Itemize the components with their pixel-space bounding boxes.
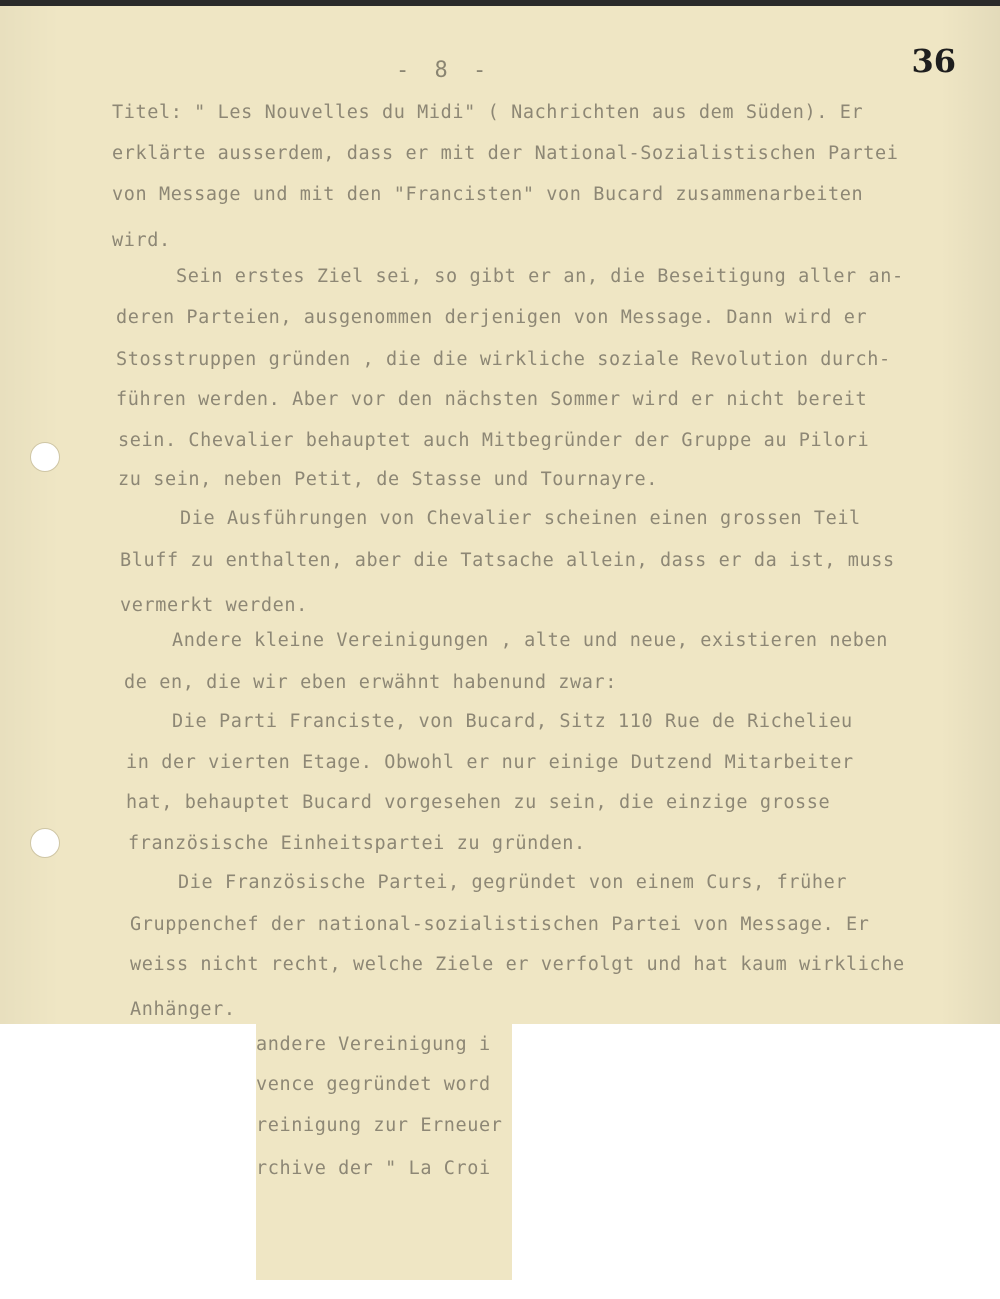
text-line: Anhänger. [130, 999, 236, 1020]
folio-number: 36 [911, 42, 956, 80]
text-line: französische Einheitspartei zu gründen. [128, 833, 586, 854]
fragment-line: reinigung zur Erneuer [256, 1115, 503, 1136]
text-line: sein. Chevalier behauptet auch Mitbegründer der Gruppe au Pilori [118, 430, 870, 451]
text-line: Titel: " Les Nouvelles du Midi" ( Nachrichten aus dem Süden). Er [112, 102, 864, 123]
document-fragment [256, 1024, 512, 1280]
text-line: weiss nicht recht, welche Ziele er verfolgt und hat kaum wirkliche [130, 954, 905, 975]
text-line: vermerkt werden. [120, 595, 308, 616]
punch-hole [30, 828, 60, 858]
text-line: wird. [112, 230, 171, 251]
text-line: in der vierten Etage. Obwohl er nur einige Dutzend Mitarbeiter [126, 752, 854, 773]
text-line: hat, behauptet Bucard vorgesehen zu sein, die einzige grosse [126, 792, 831, 813]
text-line: de en, die wir eben erwähnt habenund zwar: [124, 672, 617, 693]
text-line: Die Französische Partei, gegründet von einem Curs, früher [178, 872, 848, 893]
text-line: Sein erstes Ziel sei, so gibt er an, die Beseitigung aller an- [176, 266, 904, 287]
text-line: Die Parti Franciste, von Bucard, Sitz 110 Rue de Richelieu [172, 711, 853, 732]
text-line: zu sein, neben Petit, de Stasse und Tournayre. [118, 469, 658, 490]
text-line: Stosstruppen gründen , die die wirkliche soziale Revolution durch- [116, 349, 891, 370]
text-line: erklärte ausserdem, dass er mit der National-Sozialistischen Partei [112, 143, 899, 164]
text-line: Bluff zu enthalten, aber die Tatsache allein, dass er da ist, muss [120, 550, 895, 571]
text-line: deren Parteien, ausgenommen derjenigen von Message. Dann wird er [116, 307, 868, 328]
punch-hole [30, 442, 60, 472]
text-line: Andere kleine Vereinigungen , alte und neue, existieren neben [172, 630, 889, 651]
fragment-line: andere Vereinigung i [256, 1034, 491, 1055]
text-line: Die Ausführungen von Chevalier scheinen einen grossen Teil [180, 508, 861, 529]
fragment-line: vence gegründet word [256, 1074, 491, 1095]
fragment-line: rchive der " La Croi [256, 1158, 491, 1179]
text-line: führen werden. Aber vor den nächsten Sommer wird er nicht bereit [116, 389, 868, 410]
page-marker: - 8 - [396, 58, 493, 83]
text-line: Gruppenchef der national-sozialistischen Partei von Message. Er [130, 914, 870, 935]
text-line: von Message und mit den "Francisten" von Bucard zusammenarbeiten [112, 184, 864, 205]
